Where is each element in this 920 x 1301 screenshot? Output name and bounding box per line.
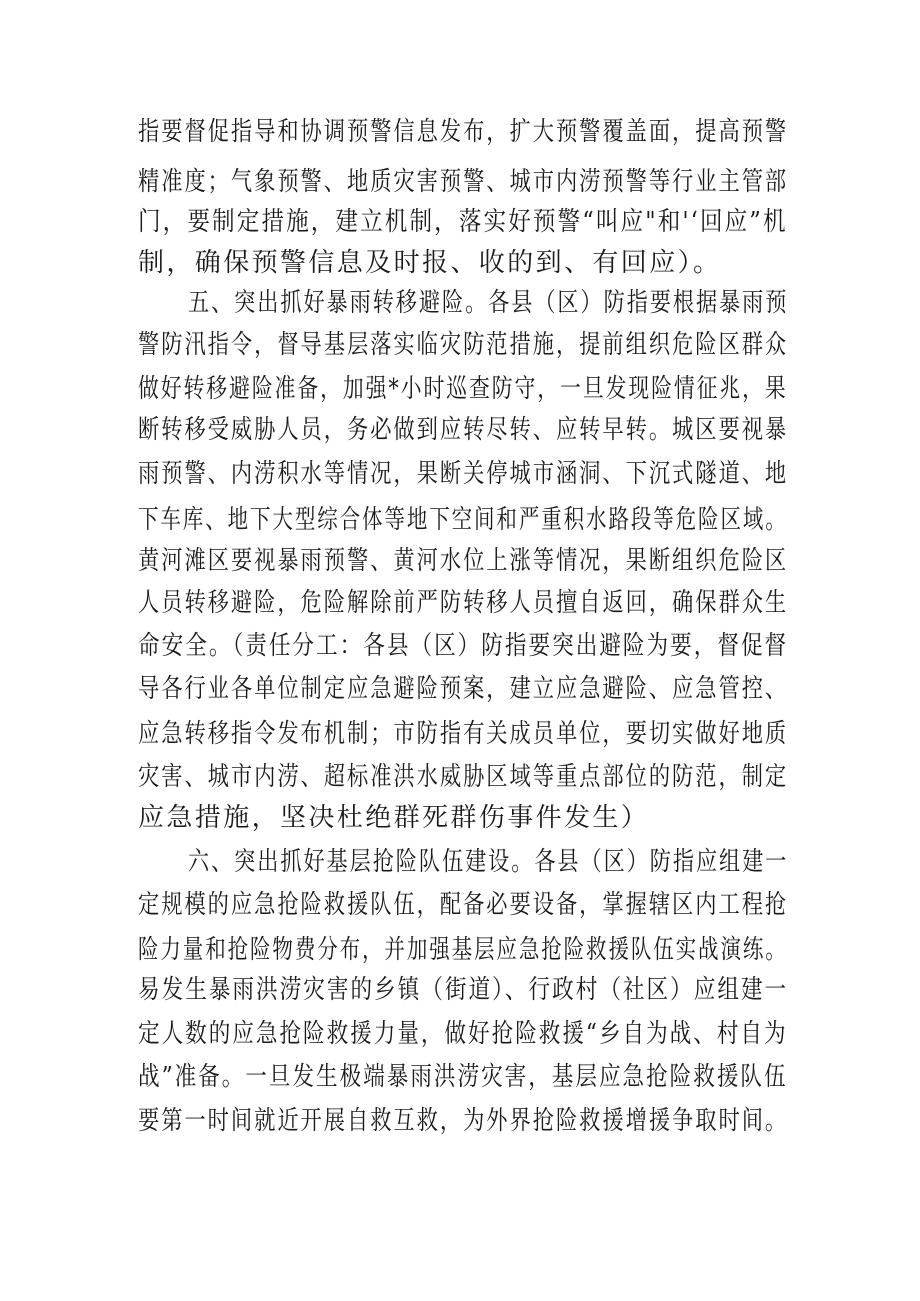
paragraph-line: 精准度；气象预警、地质灾害预警、城市内涝预警等行业主管部 [138, 167, 789, 197]
paragraph-line: 指要督促指导和协调预警信息发布，扩大预警覆盖面，提高预警 [138, 117, 789, 147]
paragraph-line: 雨预警、内涝积水等情况，果断关停城市涵洞、下沉式隧道、地 [138, 459, 789, 489]
paragraph-line: 断转移受威胁人员，务必做到应转尽转、应转早转。城区要视暴 [138, 415, 789, 445]
paragraph-line: 做好转移避险准备，加强*小时巡查防守，一旦发现险情征兆，果 [138, 374, 788, 404]
paragraph-line: 人员转移避险，危险解除前严防转移人员擅自返回，确保群众生 [138, 588, 789, 618]
paragraph-line: 警防汛指令，督导基层落实临灾防范措施，提前组织危险区群众 [138, 330, 789, 360]
paragraph-line: 灾害、城市内涝、超标准洪水威胁区域等重点部位的防范，制定 [138, 762, 789, 792]
paragraph-line: 战”准备。一旦发生极端暴雨洪涝灾害，基层应急抢险救援队伍 [138, 1062, 788, 1092]
paragraph-line: 应急转移指令发布机制；市防指有关成员单位，要切实做好地质 [138, 719, 789, 749]
paragraph-line: 定人数的应急抢险救援力量，做好抢险救援“乡自为战、村自为 [138, 1019, 788, 1049]
paragraph-line: 易发生暴雨洪涝灾害的乡镇（街道）、行政村（社区）应组建一 [138, 975, 789, 1005]
paragraph-line: 门，要制定措施，建立机制，落实好预警“叫应"和'‘回应”机 [138, 207, 788, 237]
paragraph-line: 应急措施，坚决杜绝群死群伤事件发生） [138, 803, 650, 833]
paragraph-line: 险力量和抢险物费分布，并加强基层应急抢险救援队伍实战演练。 [138, 935, 788, 965]
paragraph-line: 定规模的应急抢险救援队伍，配备必要设备，掌握辖区内工程抢 [138, 890, 789, 920]
paragraph-line: 要第一时间就近开展自救互救，为外界抢险救援增援争取时间。 [138, 1106, 789, 1136]
paragraph-line: 下车库、地下大型综合体等地下空间和严重积水路段等危险区域。 [138, 505, 788, 535]
section-heading-line: 五、突出抓好暴雨转移避险。各县（区）防指要根据暴雨预 [188, 288, 789, 318]
section-heading-line: 六、突出抓好基层抢险队伍建设。各县（区）防指应组建一 [188, 847, 789, 877]
paragraph-line: 导各行业各单位制定应急避险预案，建立应急避险、应急管控、 [138, 674, 789, 704]
paragraph-line: 制，确保预警信息及时报、收的到、有回应）。 [138, 248, 722, 278]
paragraph-line: 命安全。（责任分工：各县（区）防指要突出避险为要，督促督 [138, 631, 789, 661]
paragraph-line: 黄河滩区要视暴雨预警、黄河水位上涨等情况，果断组织危险区 [138, 546, 789, 576]
